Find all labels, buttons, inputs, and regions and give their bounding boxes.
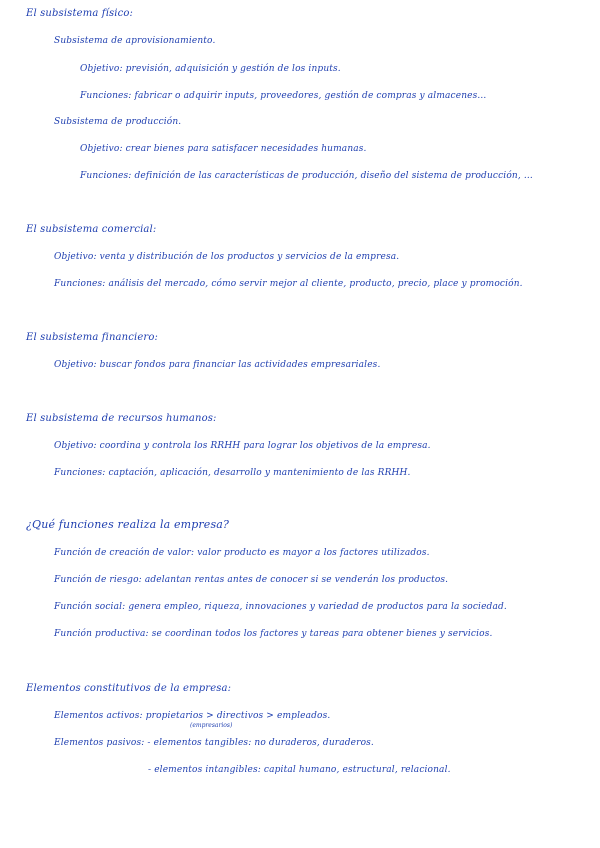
comercial-funciones: Funciones: análisis del mercado, cómo servir mejor al cliente, producto, precio, place y promoción. — [54, 279, 523, 289]
heading-produccion: Subsistema de producción. — [54, 117, 182, 127]
aprov-objetivo: Objetivo: previsión, adquisición y gestión de los inputs. — [80, 64, 341, 74]
heading-funciones-empresa: ¿Qué funciones realiza la empresa? — [26, 518, 230, 531]
funcion-social: Función social: genera empleo, riqueza, innovaciones y variedad de productos para la sociedad. — [54, 602, 507, 612]
financiero-objetivo: Objetivo: buscar fondos para financiar las actividades empresariales. — [54, 360, 381, 370]
aprov-funciones: Funciones: fabricar o adquirir inputs, proveedores, gestión de compras y almacenes... — [80, 91, 487, 101]
heading-aprovisionamiento: Subsistema de aprovisionamiento. — [54, 36, 216, 46]
heading-subsistema-comercial: El subsistema comercial: — [26, 224, 157, 235]
prod-funciones: Funciones: definición de las características de producción, diseño del sistema de producción, ... — [80, 171, 533, 181]
rrhh-objetivo: Objetivo: coordina y controla los RRHH para lograr los objetivos de la empresa. — [54, 441, 431, 451]
prod-objetivo: Objetivo: crear bienes para satisfacer necesidades humanas. — [80, 144, 367, 154]
heading-elementos: Elementos constitutivos de la empresa: — [26, 683, 232, 694]
funcion-riesgo: Función de riesgo: adelantan rentas antes de conocer si se venderán los productos. — [54, 575, 449, 585]
funcion-creacion-valor: Función de creación de valor: valor producto es mayor a los factores utilizados. — [54, 548, 430, 558]
comercial-objetivo: Objetivo: venta y distribución de los productos y servicios de la empresa. — [54, 252, 400, 262]
rrhh-funciones: Funciones: captación, aplicación, desarrollo y mantenimiento de las RRHH. — [54, 468, 411, 478]
funcion-productiva: Función productiva: se coordinan todos los factores y tareas para obtener bienes y servicios. — [54, 629, 493, 639]
heading-subsistema-fisico: El subsistema físico: — [26, 8, 134, 19]
elementos-pasivos: Elementos pasivos: - elementos tangibles: no duraderos, duraderos. — [54, 738, 374, 748]
empresarios-note: (empresarios) — [190, 722, 233, 729]
heading-subsistema-rrhh: El subsistema de recursos humanos: — [26, 413, 217, 424]
elementos-activos: Elementos activos: propietarios > directivos > empleados. — [54, 711, 331, 721]
heading-subsistema-financiero: El subsistema financiero: — [26, 332, 159, 343]
elementos-pasivos-intangibles: - elementos intangibles: capital humano, estructural, relacional. — [148, 765, 451, 775]
